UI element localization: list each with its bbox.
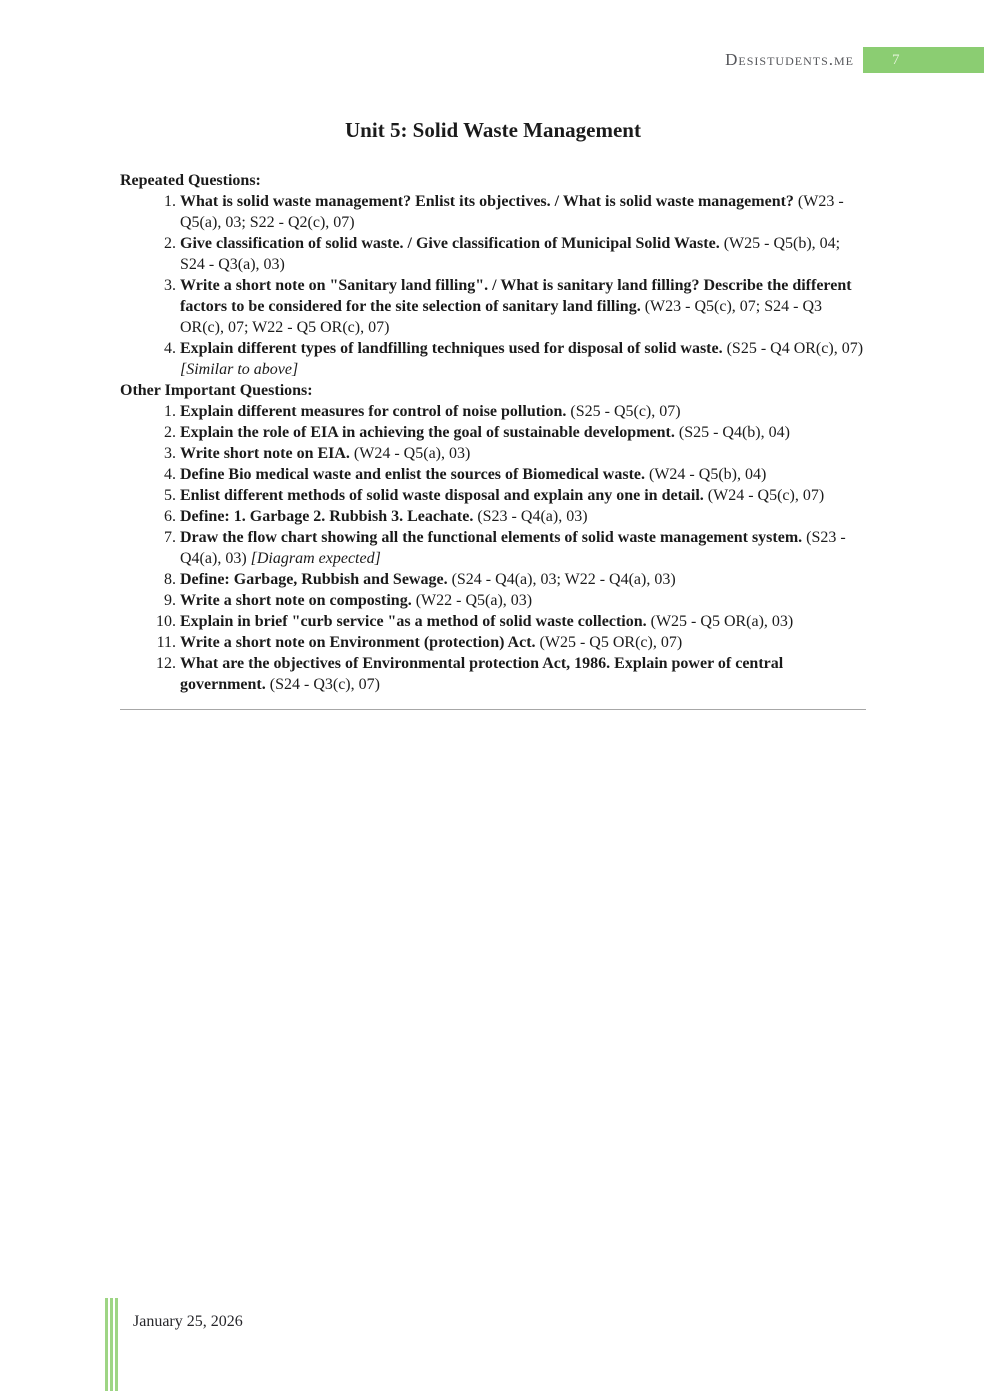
question-text: What are the objectives of Environmental protection Act, 1986. Explain power of central government. (180, 655, 784, 693)
repeated-questions-list (120, 191, 866, 380)
page-number-badge: 7 (863, 47, 984, 73)
question-text: Write a short note on Environment (protection) Act. (180, 634, 536, 651)
site-brand-text: Desistudents.me (725, 50, 854, 69)
document-content (120, 118, 866, 710)
footer-bar (110, 1298, 113, 1391)
question-text: Define: Garbage, Rubbish and Sewage. (180, 571, 448, 588)
question-citation: (S25 - Q5(c), 07) (566, 403, 681, 420)
footer-bar (105, 1298, 108, 1391)
question-text: Define Bio medical waste and enlist the sources of Biomedical waste. (180, 466, 645, 483)
question-text: Define: 1. Garbage 2. Rubbish 3. Leachate. (180, 508, 474, 525)
question-text: Write a short note on composting. (180, 592, 412, 609)
footer-date: January 25, 2026 (133, 1313, 243, 1330)
question-item (180, 611, 866, 632)
question-citation: (W25 - Q5 OR(c), 07) (535, 634, 683, 651)
question-citation: (W23 - Q5(c), 07; S24 - Q3 OR(c), 07; W22 - Q5 OR(c), 07) (180, 298, 822, 336)
question-citation: (W23 - Q5(a), 03; S22 - Q2(c), 07) (180, 193, 844, 231)
question-text: What is solid waste management? Enlist its objectives. / What is solid waste management? (180, 193, 794, 210)
question-text: Give classification of solid waste. / Give classification of Municipal Solid Waste. (180, 235, 720, 252)
question-citation: (S25 - Q4(b), 04) (674, 424, 790, 441)
question-item (180, 485, 866, 506)
question-citation: (S24 - Q3(c), 07) (265, 676, 380, 693)
question-citation: (W25 - Q5 OR(a), 03) (646, 613, 794, 630)
section-divider (120, 709, 866, 710)
question-text: Enlist different methods of solid waste disposal and explain any one in detail. (180, 487, 704, 504)
question-item (180, 401, 866, 422)
question-citation: (W24 - Q5(b), 04) (645, 466, 767, 483)
footer-accent-bars (105, 1298, 120, 1391)
question-text: Write a short note on "Sanitary land filling". / What is sanitary land filling? Describe the different factors to be considered for the site selection of sanitary land filling. (180, 277, 852, 315)
question-item (180, 632, 866, 653)
page-title: Unit 5: Solid Waste Management (345, 118, 641, 142)
question-note: [Diagram expected] (246, 550, 381, 567)
question-citation: (W24 - Q5(a), 03) (349, 445, 471, 462)
question-text: Explain different types of landfilling techniques used for disposal of solid waste. (180, 340, 723, 357)
question-text: Explain the role of EIA in achieving the goal of sustainable development. (180, 424, 675, 441)
question-citation: (W24 - Q5(c), 07) (703, 487, 825, 504)
question-item (180, 275, 866, 338)
question-item (180, 527, 866, 569)
question-note: [Similar to above] (180, 361, 299, 378)
page-header (0, 47, 984, 73)
question-citation: (S23 - Q4(a), 03) (473, 508, 588, 525)
question-item (180, 191, 866, 233)
question-item (180, 443, 866, 464)
section-heading-other-important-questions: Other Important Questions: (120, 382, 313, 399)
footer-bar (115, 1298, 118, 1391)
question-citation: (S24 - Q4(a), 03; W22 - Q4(a), 03) (447, 571, 676, 588)
question-item (180, 653, 866, 695)
question-item (180, 506, 866, 527)
question-item (180, 233, 866, 275)
question-text: Explain different measures for control of noise pollution. (180, 403, 567, 420)
question-citation: (W25 - Q5(b), 04; S24 - Q3(a), 03) (180, 235, 841, 273)
question-item (180, 590, 866, 611)
question-item (180, 464, 866, 485)
question-item (180, 422, 866, 443)
question-item (180, 569, 866, 590)
question-text: Explain in brief "curb service "as a method of solid waste collection. (180, 613, 647, 630)
question-item (180, 338, 866, 380)
question-citation: (W22 - Q5(a), 03) (411, 592, 533, 609)
section-heading-repeated-questions: Repeated Questions: (120, 172, 261, 189)
question-citation: (S23 - Q4(a), 03) (180, 529, 846, 567)
question-text: Draw the flow chart showing all the functional elements of solid waste management system. (180, 529, 803, 546)
question-text: Write short note on EIA. (180, 445, 350, 462)
question-citation: (S25 - Q4 OR(c), 07) (722, 340, 864, 357)
other-important-questions-list (120, 401, 866, 695)
